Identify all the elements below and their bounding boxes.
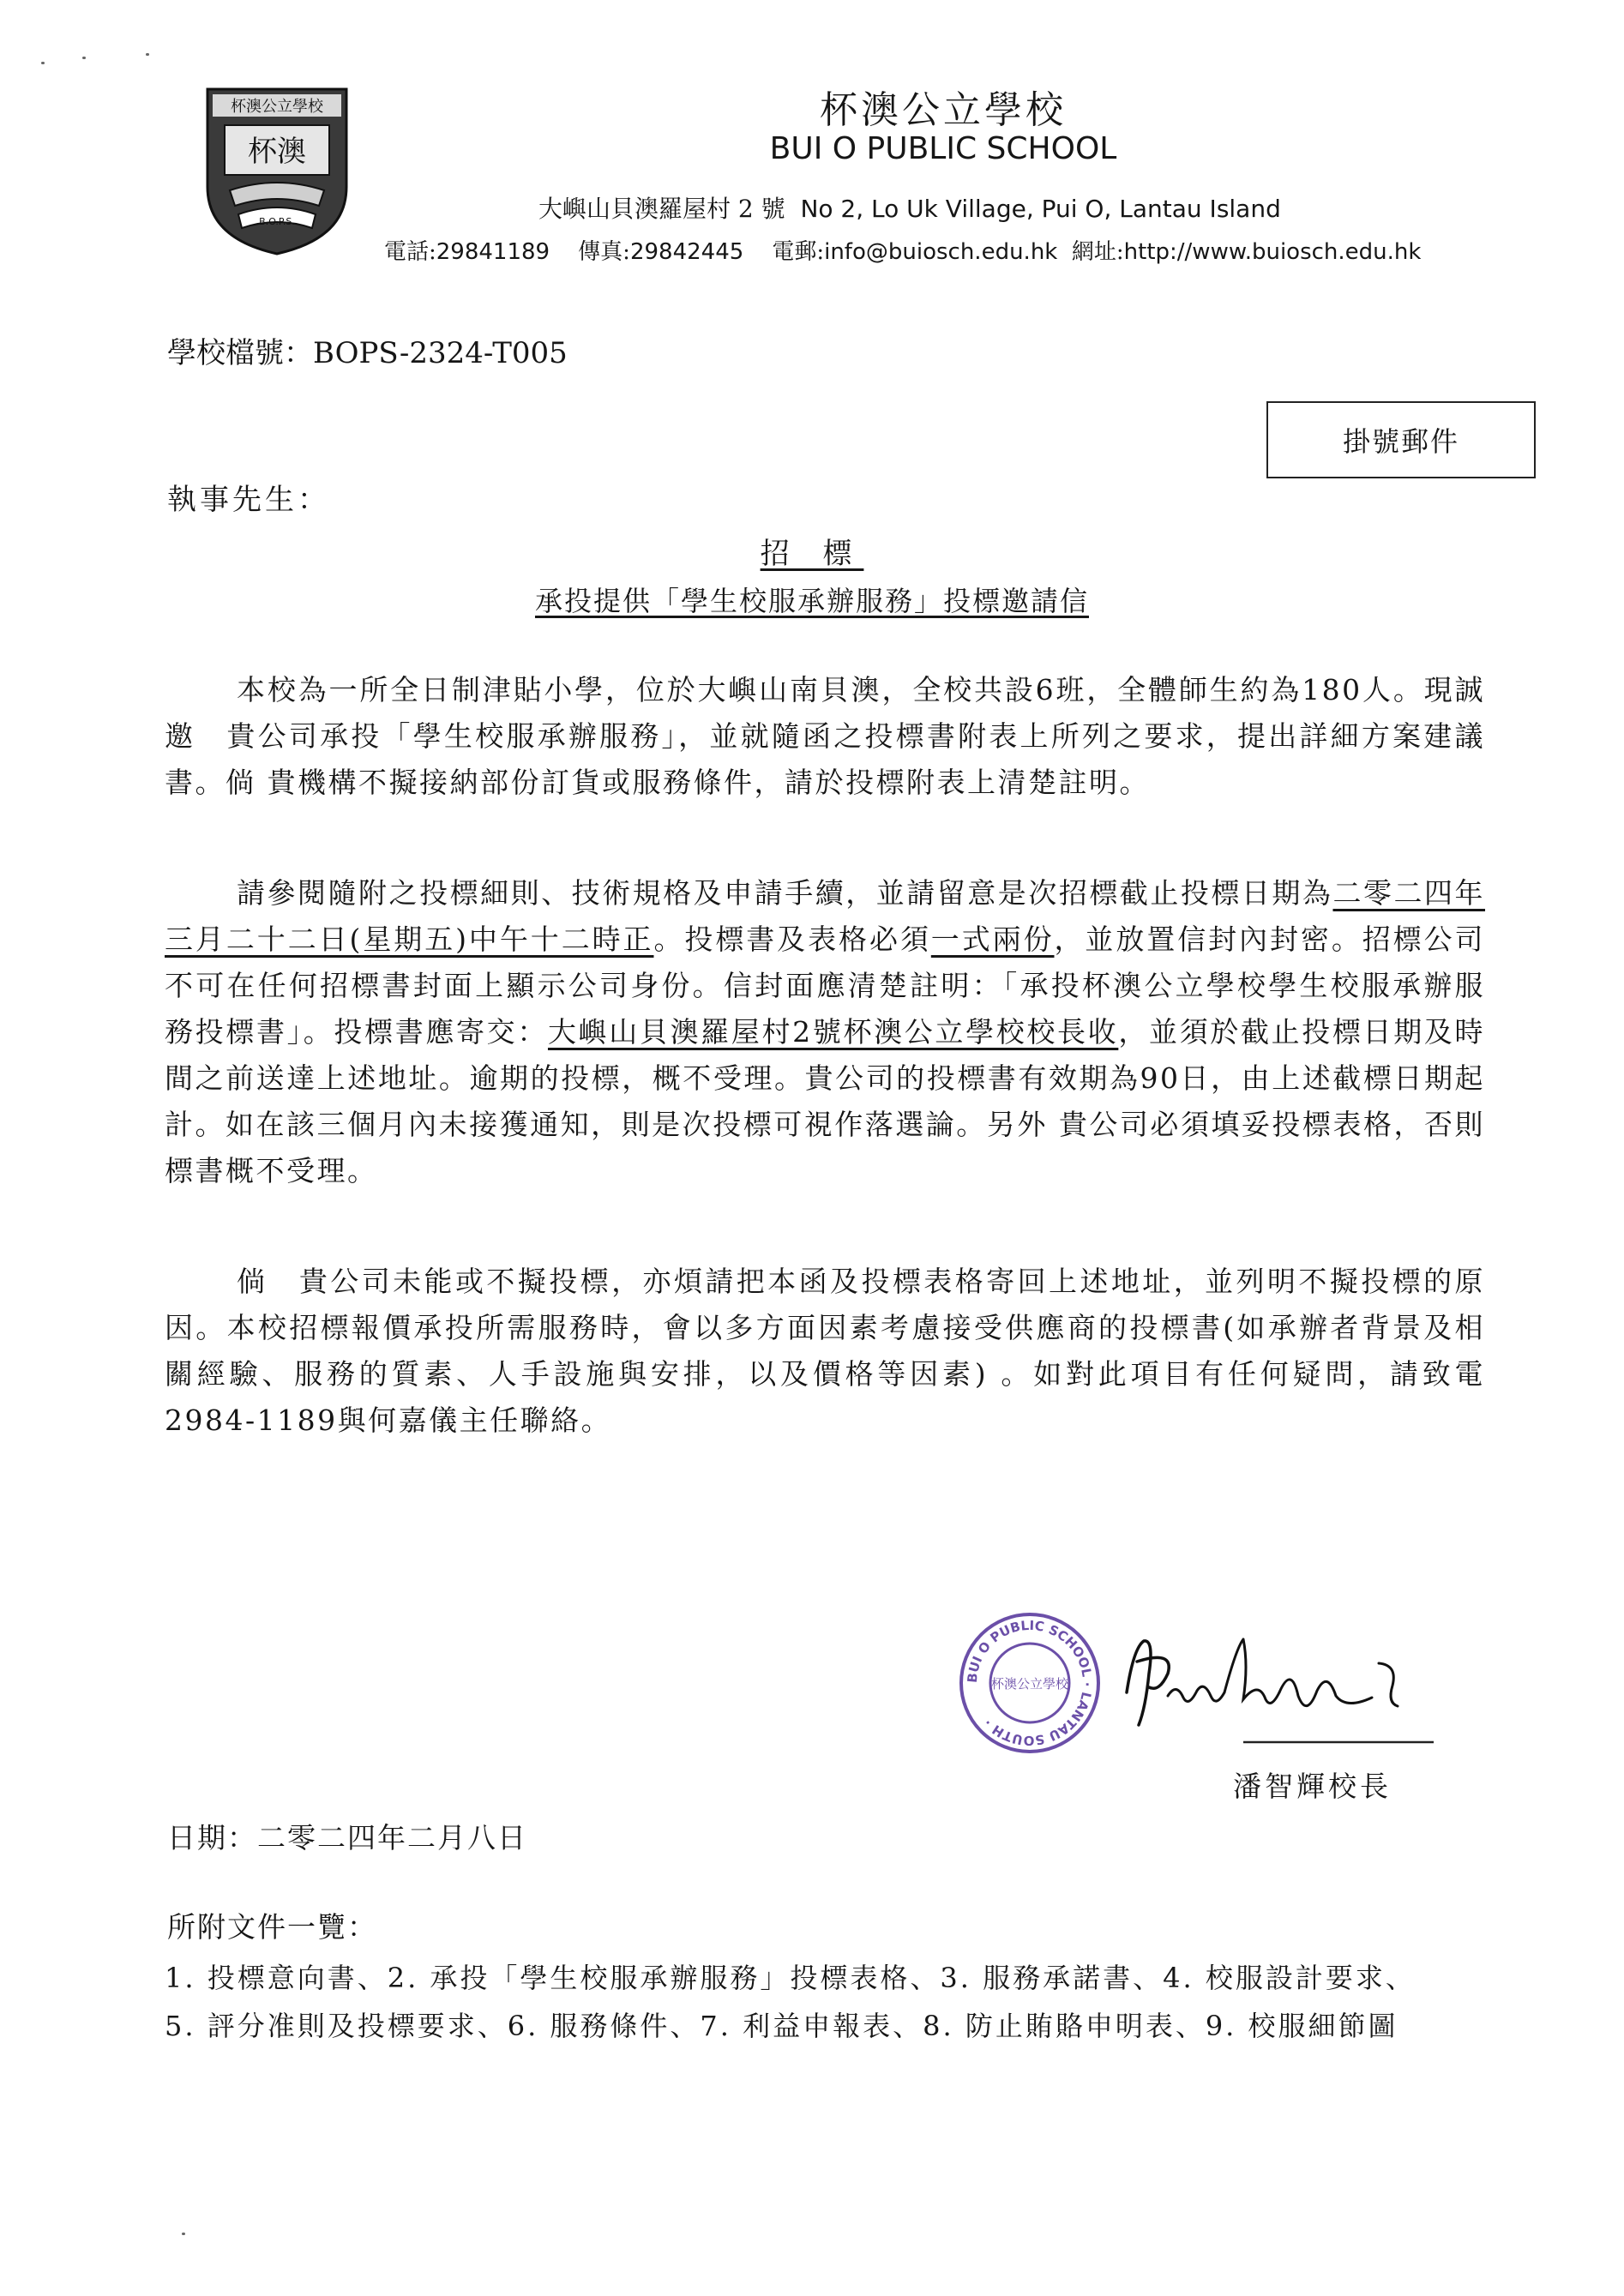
- salutation: 執事先生：: [167, 483, 330, 517]
- email-label: 電郵:: [772, 239, 825, 265]
- para2-part-d: ，並須於截止投標日期及時間之前送達上述地址。逾期的投標，概不受理。貴公司的投標書有效期為90日，由上述截標日期起計。如在該三個月內未接獲通知，則是次投標可視作落選論。另外 貴公司必須填妥投標表格，否則標書概不受理。: [165, 1015, 1486, 1187]
- tender-deadline: 二零二四年三月二十二日(星期五)中午十二時正: [165, 876, 1486, 956]
- address-english: No 2, Lo Uk Village, Pui O, Lantau Island: [800, 195, 1281, 223]
- school-name-english: BUI O PUBLIC SCHOOL: [769, 131, 1117, 166]
- paragraph-2-text: [165, 870, 1485, 1194]
- website-url: http://www.buiosch.edu.hk: [1123, 239, 1422, 265]
- address-chinese: 大嶼山貝澳羅屋村 2 號: [538, 195, 785, 223]
- web-label: 網址:: [1071, 239, 1124, 265]
- logo-center-text: 杯澳: [248, 135, 306, 169]
- submission-address: 大嶼山貝澳羅屋村2號杯澳公立學校校長收: [547, 1015, 1119, 1049]
- school-seal-stamp: [957, 1610, 1103, 1756]
- paragraph-3-text: 倘 貴公司未能或不擬投標，亦煩請把本函及投標表格寄回上述地址，並列明不擬投標的原因。本校招標報價承投所需服務時，會以多方面因素考慮接受供應商的投標書(如承辦者背景及相關經驗、服務的質素、人手設施與安排，以及價格等因素) 。如對此項目有任何疑問，請致電2984-1189與何嘉儀主任聯絡。: [165, 1265, 1485, 1437]
- signatory-name: 潘智輝校長: [1233, 1770, 1392, 1803]
- logo-ribbon-text: B.O.P.S.: [259, 216, 295, 227]
- paragraph-2: [165, 870, 1485, 1194]
- letter-title: 招 標: [760, 537, 864, 571]
- letter-date: 日期：二零二四年二月八日: [167, 1821, 527, 1854]
- attachments-heading: 所附文件一覽：: [167, 1910, 377, 1944]
- reference-number: 學校檔號：BOPS-2324-T005: [167, 336, 568, 370]
- registered-mail-box: [1266, 401, 1536, 478]
- principal-signature: [1115, 1614, 1441, 1759]
- attachments-line-1: 1. 投標意向書、2. 承投「學生校服承辦服務」投標表格、3. 服務承諾書、4. 校服設計要求、: [165, 1962, 1416, 1994]
- attachments-line-2: 5. 評分准則及投標要求、6. 服務條件、7. 利益申報表、8. 防止賄賂申明表、9. 校服細節圖: [165, 2010, 1398, 2042]
- fax-label: 傳真:: [578, 239, 630, 265]
- letter-subtitle: 承投提供「學生校服承辦服務」投標邀請信: [534, 585, 1089, 617]
- school-name-chinese: 杯澳公立學校: [820, 88, 1067, 132]
- scan-speck: [82, 57, 86, 59]
- scan-speck: [41, 62, 45, 64]
- paragraph-1-text: 本校為一所全日制津貼小學，位於大嶼山南貝澳，全校共設6班，全體師生約為180人。現誠邀 貴公司承投「學生校服承辦服務」，並就隨函之投標書附表上所列之要求，提出詳細方案建議書。倘 貴機構不擬接納部份訂貨或服務條件，請於投標附表上清楚註明。: [165, 673, 1485, 799]
- para2-intro: 請參閱隨附之投標細則、技術規格及申請手續，並請留意是次招標截止投標日期為: [237, 876, 1333, 910]
- stamp-center-text: 杯澳公立學校: [990, 1676, 1069, 1692]
- para2-part-c: ，並放置信封內封密。招標公司不可在任何招標書封面上顯示公司身份。信封面應清楚註明：「承投杯澳公立學校學生校服承辦服務投標書」。投標書應寄交：: [165, 923, 1486, 1049]
- paragraph-1: [165, 667, 1485, 806]
- registered-mail-label: 掛號郵件: [1342, 425, 1459, 458]
- scan-speck: [182, 2233, 185, 2235]
- email-address: info@buiosch.edu.hk: [824, 239, 1058, 265]
- school-address: [538, 190, 1281, 225]
- tel-number: 29841189: [436, 239, 550, 265]
- copies-required: 一式兩份: [930, 923, 1055, 956]
- para2-part-b: 。投標書及表格必須: [653, 923, 931, 956]
- school-contact-line: [384, 234, 1421, 266]
- fax-number: 29842445: [629, 239, 744, 265]
- scan-speck: [146, 53, 149, 56]
- paragraph-3: [165, 1259, 1485, 1444]
- stamp-ring-text: BUI O PUBLIC SCHOOL · LANTAU SOUTH ·: [964, 1617, 1096, 1749]
- tel-label: 電話:: [384, 239, 436, 265]
- logo-top-text: 杯澳公立學校: [231, 98, 323, 116]
